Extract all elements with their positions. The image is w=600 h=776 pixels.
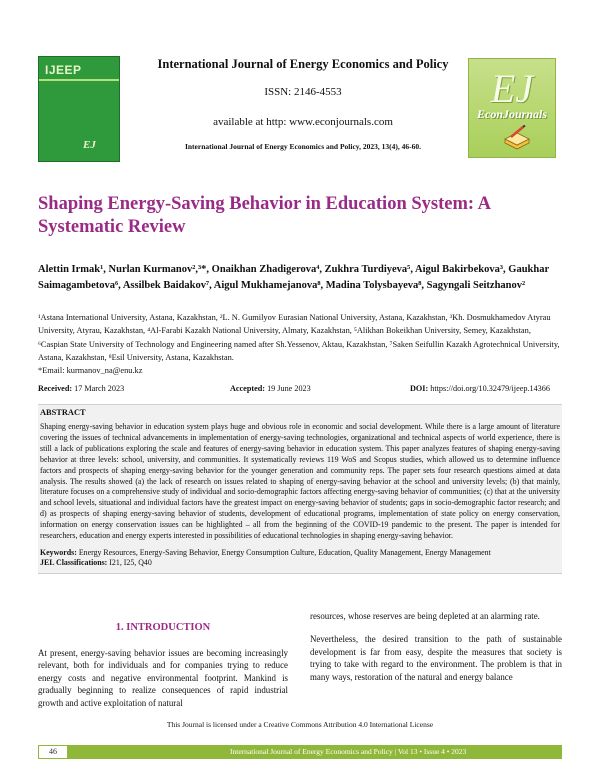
keywords-label: Keywords: bbox=[40, 547, 77, 557]
abstract-box bbox=[38, 404, 562, 574]
doi bbox=[410, 384, 550, 393]
logo-ej-letters: EJ bbox=[490, 66, 534, 111]
citation: International Journal of Energy Economics and Policy, 2023, 13(4), 46-60. bbox=[184, 142, 422, 151]
logo-name: EconJournals bbox=[476, 107, 548, 121]
body-left-column bbox=[38, 620, 288, 709]
keywords bbox=[40, 548, 560, 569]
received-label: Received: bbox=[38, 384, 73, 393]
availability-link[interactable]: available at http: www.econjournals.com bbox=[213, 116, 393, 128]
accepted-label: Accepted: bbox=[230, 384, 266, 393]
affiliation-text: ¹Astana International University, Astana, Kazakhstan, ²L. N. Gumilyov Eurasian National University, Astana, Kazakhstan, ³Kh. Dosmukhamedov Atyrau University, Atyrau, Kazakhstan, ⁴Al-Farabi Kazakh National University, Almaty, Kazakhstan, ⁵Alikhan Bokeikhan University, Semey, Kazakhstan, ⁶Caspian State University of Technology and Engineering named after Sh.Yessenov, Aktau, Kazakhstan, ⁷Saken Seifullin Kazakh Agrotechnical University, Astana, Kazakhstan, ⁸Esil University, Astana, Kazakhstan. bbox=[38, 313, 560, 362]
body-right-column bbox=[310, 610, 562, 683]
abstract-heading: ABSTRACT bbox=[40, 408, 86, 417]
intro-paragraph-right-2: Nevertheless, the desired transition to the path of sustainable development is far from easy, despite the measures that society is trying to take with regard to the environment. The problem is that in many ways, restoration of the natural and energy balance bbox=[310, 634, 562, 682]
book-pencil-icon bbox=[503, 125, 531, 151]
page-footer bbox=[38, 745, 562, 759]
license-notice[interactable]: This Journal is licensed under a Creative Commons Attribution 4.0 International License bbox=[166, 720, 434, 729]
footer-text: International Journal of Energy Economics and Policy | Vol 13 • Issue 4 • 2023 bbox=[230, 747, 467, 756]
introduction-heading: 1. INTRODUCTION bbox=[115, 622, 211, 633]
author-list: Alettin Irmak¹, Nurlan Kurmanov²,³*, Onaikhan Zhadigerova⁴, Zukhra Turdiyeva⁵, Aigul Bakirbekova³, Gaukhar Saimagambetova⁶, Assilbek Baidakov⁷, Aigul Mukhamejanova⁸, Madina Tolysbayeva⁸, Sagyngali Seitzhanov² bbox=[38, 264, 549, 291]
jel-value: I21, I25, Q40 bbox=[109, 558, 152, 568]
accepted-value: 19 June 2023 bbox=[267, 384, 311, 393]
econjournals-logo bbox=[468, 58, 556, 158]
cover-ej-mark: EJ bbox=[83, 139, 96, 151]
affiliations bbox=[38, 311, 562, 377]
keywords-value: Energy Resources, Energy-Saving Behavior, Energy Consumption Culture, Education, Quality Management, Energy Management bbox=[78, 547, 491, 557]
doi-link[interactable]: https://doi.org/10.32479/ijeep.14366 bbox=[430, 384, 550, 393]
corresponding-email[interactable]: *Email: kurmanov_na@enu.kz bbox=[38, 366, 143, 376]
accepted-date bbox=[230, 384, 311, 393]
cover-band bbox=[39, 79, 119, 81]
doi-label: DOI: bbox=[410, 384, 429, 393]
intro-paragraph-right-1: resources, whose reserves are being depleted at an alarming rate. bbox=[310, 611, 540, 621]
jel-label: JEL Classifications: bbox=[40, 558, 108, 568]
journal-header bbox=[38, 48, 562, 168]
header-center bbox=[148, 48, 458, 151]
article-title: Shaping Energy-Saving Behavior in Education System: A Systematic Review bbox=[38, 194, 490, 237]
issn: ISSN: 2146-4553 bbox=[264, 86, 342, 98]
journal-name: International Journal of Energy Economics and Policy bbox=[157, 57, 449, 71]
intro-paragraph-left: At present, energy-saving behavior issues are becoming increasingly relevant, both for individuals and for companies trying to reduce energy costs and negative environmental footprint. Mankind is gradually beginning to realize consequences of rapid industrial growth and active exploitation of natural bbox=[38, 648, 288, 708]
received-date bbox=[38, 384, 124, 393]
received-value: 17 March 2023 bbox=[74, 384, 125, 393]
cover-ijeep-text: IJEEP bbox=[45, 63, 82, 77]
page-number: 46 bbox=[38, 745, 68, 759]
journal-cover-image bbox=[38, 56, 120, 162]
abstract-text: Shaping energy-saving behavior in education system plays huge and obvious role in economic and social development. While there is a large amount of literature covering the issues of technical advancements in implementation of energy-saving technologies, organizational and technical aspects of world experience, there is still a lack of publications exploring the scale and features of energy-saving behavior in education system. This paper analyzes features of shaping energy-saving behavior at three levels: school, university, and communities. It systematically reviews 119 WoS and Scopus studies, which allowed us to determine influence factors and prospects of shaping energy-saving behavior for the younger generation and community reps. The paper sets four research questions aimed at data analysis. The results showed (a) the lack of research on issues related to shaping of energy-saving behavior at the school and university levels; (b) that mainly, literature focuses on a comprehensive study of individual and socio-demographic factors affecting energy-saving behavior of communities; (c) that at the university and school levels, situational and individual factors have the greatest impact on energy-saving behavior of students; gaps in socio-demographic factor research; and d) as prospects of shaping energy-saving behavior of students, development of educational programs, implementation of state policy on energy conservation, information on energy conservation issues can be highlighted – all from the beginning of the COVID-19 pandemic to the present. The paper is intended for researchers, education and energy experts interested in possibilities of educational technologies in shaping energy-saving behavior. bbox=[40, 422, 560, 541]
